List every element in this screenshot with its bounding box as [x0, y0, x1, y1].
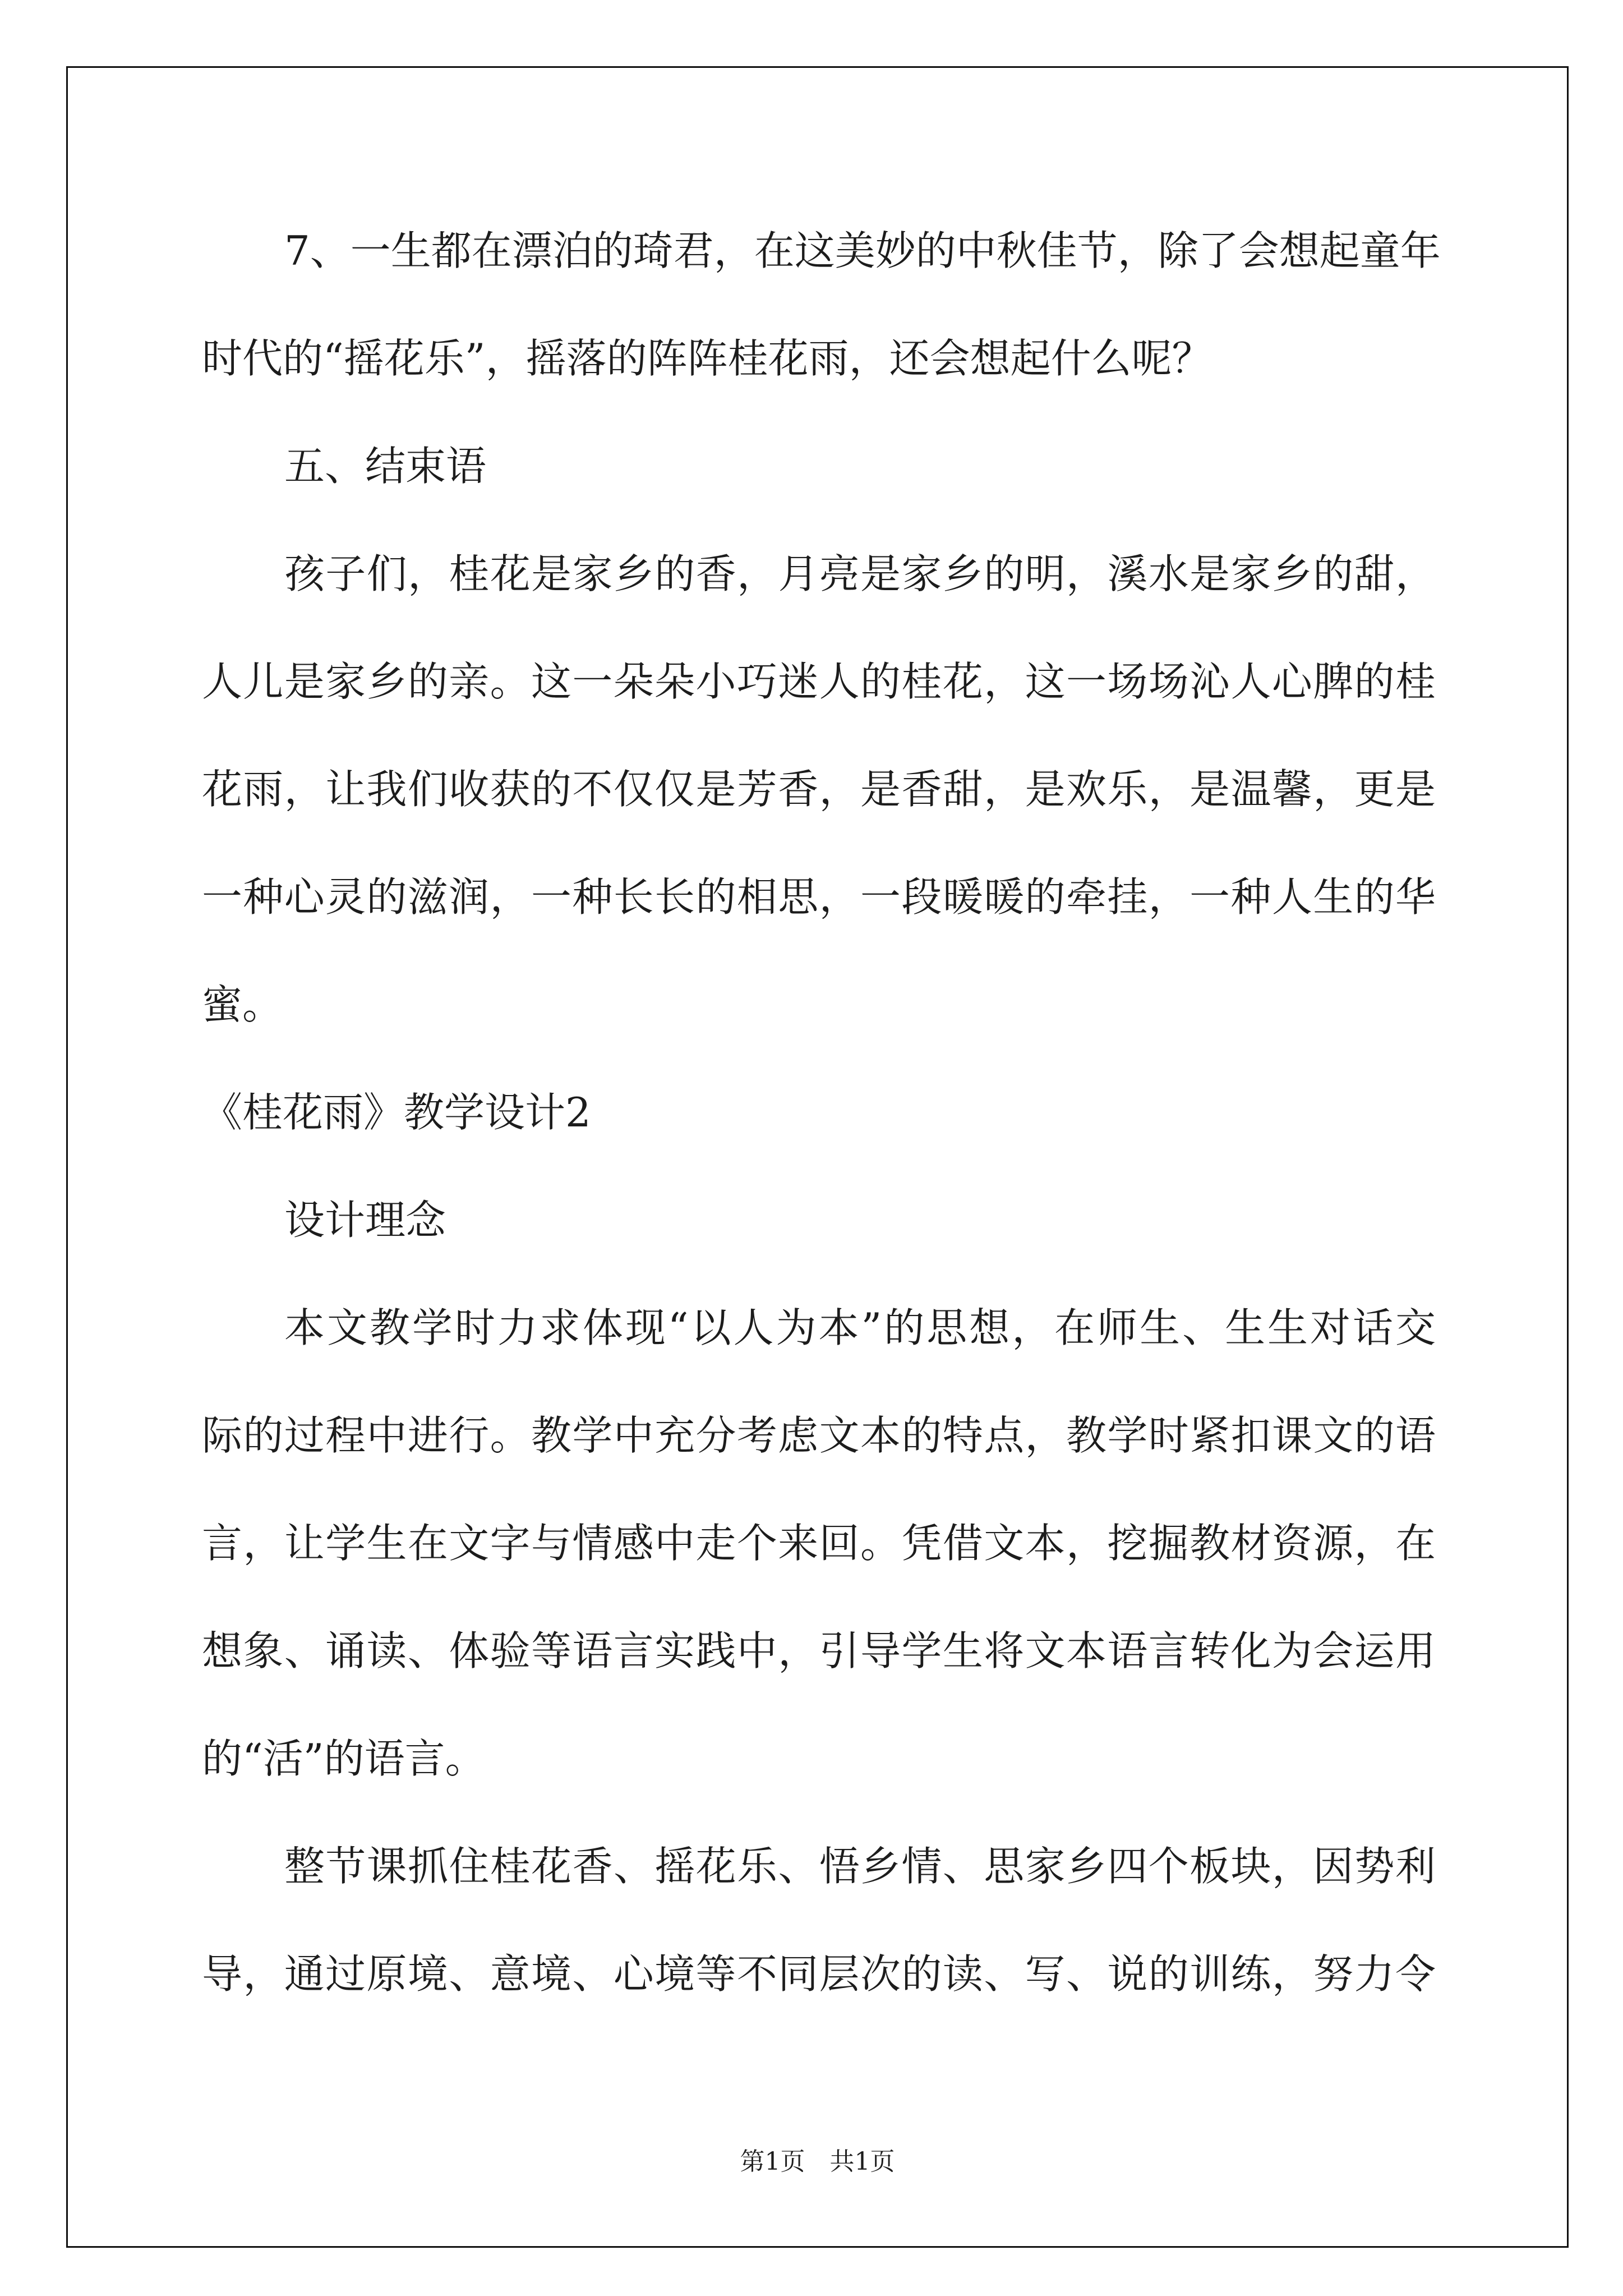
- text-line: 一种心灵的滋润，一种长长的相思，一段暖暖的牵挂，一种人生的华: [202, 873, 1436, 921]
- paragraph-conclusion: [202, 520, 1436, 1059]
- text-line: 蜜。: [202, 981, 283, 1028]
- text-line: 整节课抓住桂花香、摇花乐、悟乡情、思家乡四个板块，因势利: [284, 1843, 1436, 1890]
- text-line: 花雨，让我们收获的不仅仅是芳香，是香甜，是欢乐，是温馨，更是: [202, 766, 1436, 813]
- document-body: [202, 197, 1441, 2028]
- page-number: 第1页 共1页: [740, 2147, 895, 2176]
- text-line: 本文教学时力求体现“以人为本”的思想，在师生、生生对话交: [284, 1304, 1436, 1351]
- paragraph-lesson-structure: [202, 1812, 1436, 2028]
- text-line: 7、一生都在漂泊的琦君，在这美妙的中秋佳节，除了会想起童年: [284, 227, 1441, 274]
- text-line: 孩子们，桂花是家乡的香，月亮是家乡的明，溪水是家乡的甜，: [284, 550, 1436, 597]
- paragraph-design-concept: [202, 1274, 1436, 1812]
- section-heading-design-concept: 设计理念: [284, 1197, 446, 1244]
- text-line: 的“活”的语言。: [202, 1735, 486, 1782]
- text-line: 导，通过原境、意境、心境等不同层次的读、写、说的训练，努力令: [202, 1950, 1436, 1998]
- text-line: 想象、诵读、体验等语言实践中，引导学生将文本语言转化为会运用: [202, 1627, 1436, 1674]
- text-line: 际的过程中进行。教学中充分考虑文本的特点，教学时紧扣课文的语: [202, 1412, 1436, 1459]
- document-title: 《桂花雨》教学设计2: [202, 1089, 591, 1136]
- text-line: 人儿是家乡的亲。这一朵朵小巧迷人的桂花，这一场场沁人心脾的桂: [202, 658, 1436, 705]
- paragraph-question-7: [202, 197, 1441, 412]
- section-heading-conclusion: 五、结束语: [284, 443, 487, 490]
- text-line: 言，让学生在文字与情感中走个来回。凭借文本，挖掘教材资源，在: [202, 1520, 1436, 1567]
- text-line: 时代的“摇花乐”，摇落的阵阵桂花雨，还会想起什么呢？: [202, 335, 1212, 382]
